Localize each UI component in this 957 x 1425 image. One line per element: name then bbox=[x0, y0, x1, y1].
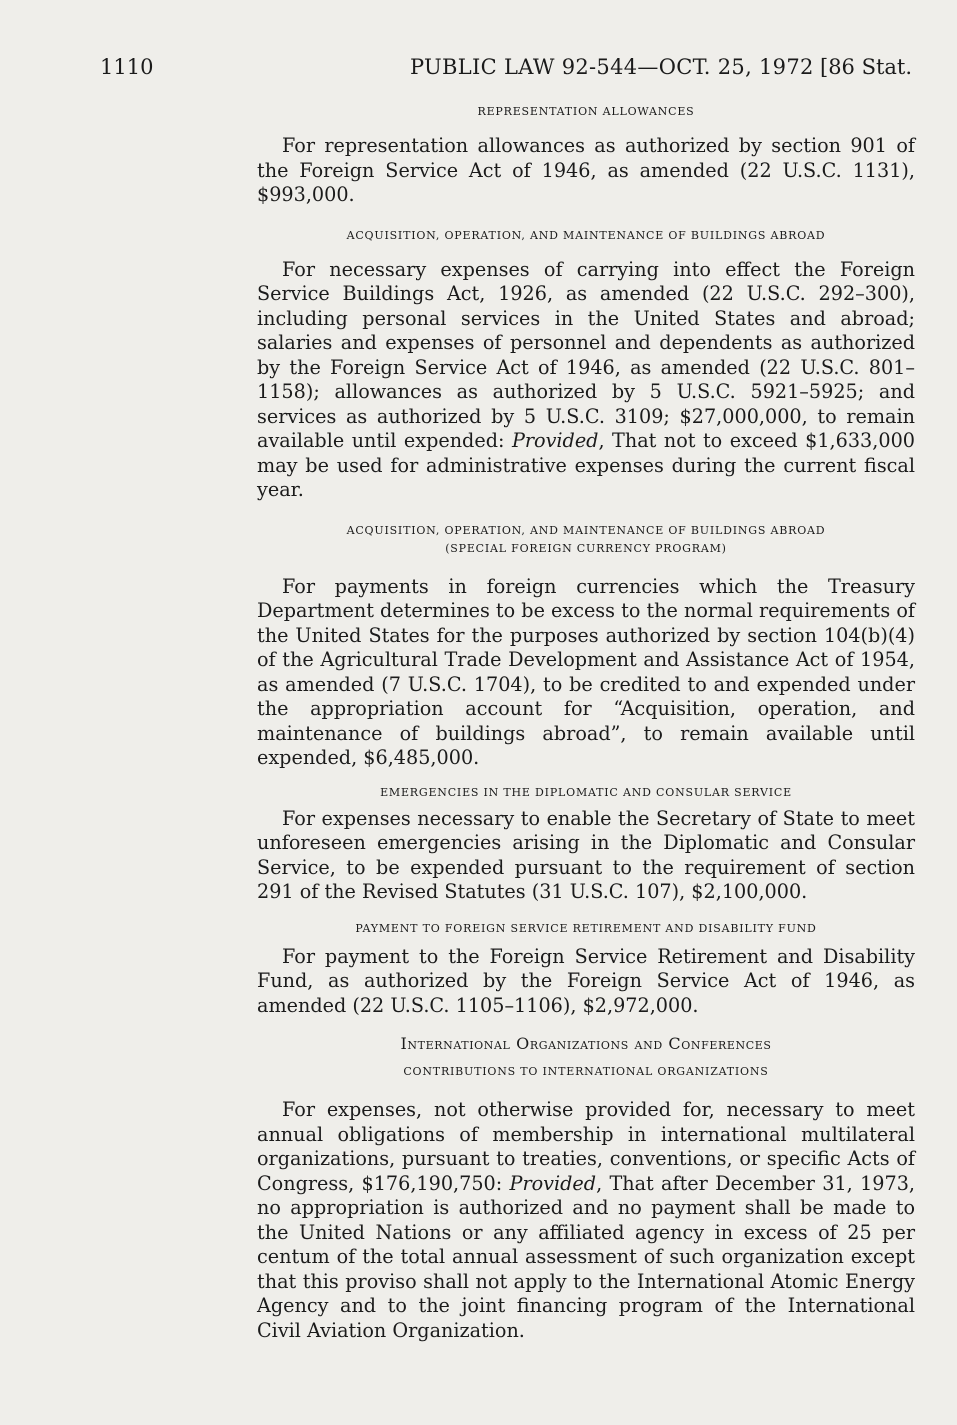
section-paragraph: For representation allowances as authorized by section 901 of the Foreign Service Act of 1946, as amended (22 U.S.C. 1131), $993,000. bbox=[257, 134, 915, 206]
section-heading: ACQUISITION, OPERATION, AND MAINTENANCE OF BUILDINGS ABROAD bbox=[346, 523, 826, 537]
section-heading: PAYMENT TO FOREIGN SERVICE RETIREMENT AND DISABILITY FUND bbox=[355, 921, 817, 935]
proviso-word: Provided bbox=[511, 429, 599, 452]
section-paragraph: For expenses necessary to enable the Secretary of State to meet unforeseen emergencies arising in the Diplomatic and Consular Service, to be expended pursuant to the requirement of section 291 of the Revised Statutes (31 U.S.C. 107), $2,100,000. bbox=[257, 806, 915, 903]
page-number: 1110 bbox=[100, 55, 154, 79]
major-heading: International Organizations and Conferences bbox=[400, 1034, 772, 1053]
paragraph-text: For necessary expenses of carrying into effect the Foreign Service Buildings Act, 1926, as amended (22 U.S.C. 292–300), including personal services in the United States and abroad; salaries and expenses of personnel and dependents as authorized by the Foreign Service Act of 1946, as amended (22 U.S.C. 801–1158); allowances as authorized by 5 U.S.C. 5921–5925; and services as authorized by 5 U.S.C. 3109; $27,000,000, to remain available until expended: bbox=[257, 257, 915, 452]
margin-notes bbox=[0, 0, 250, 1425]
section-heading: EMERGENCIES IN THE DIPLOMATIC AND CONSULAR SERVICE bbox=[380, 785, 792, 799]
paragraph-text: , That after December 31, 1973, no appropriation is authorized and no payment shall be made to the United Nations or any affiliated agency in excess of 25 per centum of the total annual assessment of such organization except that this proviso shall not apply to the International Atomic Energy Agency and to the joint financing program of the International Civil Aviation Organization. bbox=[257, 1171, 916, 1342]
statute-body bbox=[257, 100, 915, 1343]
paragraph-text: , That not to exceed $1,633,000 may be used for administrative expenses during the current fiscal year. bbox=[257, 429, 915, 501]
statute-reference: [86 Stat. bbox=[820, 55, 913, 79]
section-paragraph bbox=[257, 258, 915, 503]
section-heading: REPRESENTATION ALLOWANCES bbox=[477, 105, 695, 118]
section-subheading: (SPECIAL FOREIGN CURRENCY PROGRAM) bbox=[445, 541, 727, 555]
paragraph-text: For expenses, not otherwise provided for, necessary to meet annual obligations of membership in international multilateral organizations, pursuant to treaties, conventions, or specific Acts of Congress, $176,190,750: bbox=[257, 1098, 915, 1195]
section-paragraph bbox=[257, 1098, 915, 1343]
section-heading: CONTRIBUTIONS TO INTERNATIONAL ORGANIZATIONS bbox=[403, 1065, 769, 1078]
section-paragraph: For payment to the Foreign Service Retirement and Disability Fund, as authorized by the Foreign Service Act of 1946, as amended (22 U.S.C. 1105–1106), $2,972,000. bbox=[257, 944, 915, 1017]
section-heading: ACQUISITION, OPERATION, AND MAINTENANCE OF BUILDINGS ABROAD bbox=[346, 228, 826, 242]
running-title: PUBLIC LAW 92-544—OCT. 25, 1972 bbox=[410, 55, 814, 79]
section-paragraph: For payments in foreign currencies which the Treasury Department determines to be excess to the normal requirements of the United States for the purposes authorized by section 104(b)(4) of the Agricultural Trade Development and Assistance Act of 1954, as amended (7 U.S.C. 1704), to be credited to and expended under the appropriation account for “Acquisition, operation, and maintenance of buildings abroad”, to remain available until expended, $6,485,000. bbox=[257, 574, 915, 769]
proviso-word: Provided bbox=[509, 1171, 597, 1195]
